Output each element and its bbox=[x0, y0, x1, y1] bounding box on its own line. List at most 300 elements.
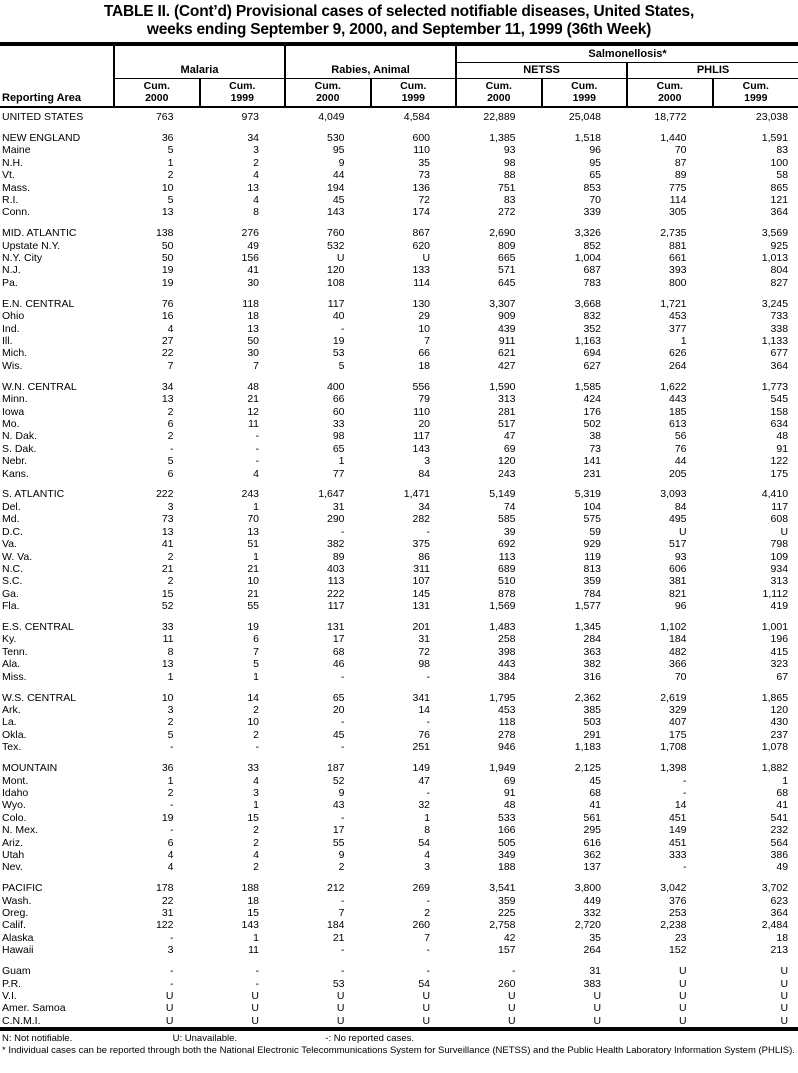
value-cell: 5 bbox=[167, 728, 174, 741]
value-cell: 21 bbox=[247, 562, 260, 575]
value-cell: 138 bbox=[155, 227, 174, 240]
value-cell: - bbox=[170, 977, 174, 990]
column-header-cum-2000 bbox=[456, 79, 542, 108]
reporting-area-cell: Kans. bbox=[2, 467, 29, 480]
value-cell: 1,001 bbox=[761, 621, 789, 634]
value-cell: 15 bbox=[247, 907, 260, 920]
value-cell: 3,307 bbox=[489, 297, 516, 310]
group-gap-row bbox=[0, 754, 798, 763]
reporting-area-cell: Colo. bbox=[2, 811, 27, 824]
value-cell: 3 bbox=[167, 703, 174, 716]
value-cell: 909 bbox=[498, 310, 516, 323]
value-cell: 4 bbox=[167, 861, 174, 874]
value-cell: 4 bbox=[167, 848, 174, 861]
value-cell: - bbox=[255, 455, 260, 468]
group-gap-row bbox=[0, 613, 798, 622]
value-cell: - bbox=[341, 741, 345, 754]
value-cell: 1,949 bbox=[489, 762, 516, 775]
cum-label: Cum. bbox=[400, 80, 427, 92]
reporting-area-cell: Ind. bbox=[2, 322, 20, 335]
value-cell: 33 bbox=[161, 621, 174, 634]
table-row bbox=[0, 965, 798, 977]
cum-label: Cum. bbox=[571, 80, 598, 92]
value-cell: 381 bbox=[669, 575, 687, 588]
value-cell: 332 bbox=[583, 907, 602, 920]
value-cell: 8 bbox=[167, 645, 174, 658]
reporting-area-cell: Tenn. bbox=[2, 645, 28, 658]
reporting-area-cell: Oreg. bbox=[2, 907, 29, 920]
value-cell: 364 bbox=[770, 206, 789, 219]
table-row bbox=[0, 849, 798, 861]
value-cell: 91 bbox=[776, 442, 789, 455]
value-cell: 21 bbox=[247, 393, 260, 406]
value-cell: 53 bbox=[332, 347, 345, 360]
value-cell: 39 bbox=[503, 525, 516, 538]
value-cell: 143 bbox=[326, 206, 345, 219]
value-cell: 5 bbox=[167, 144, 174, 157]
value-cell: 184 bbox=[326, 919, 345, 932]
value-cell: 503 bbox=[583, 716, 602, 729]
table-header bbox=[0, 44, 798, 107]
table-row bbox=[0, 671, 798, 683]
value-cell: 264 bbox=[583, 944, 602, 957]
value-cell: 13 bbox=[247, 525, 260, 538]
value-cell: 1,591 bbox=[761, 131, 789, 144]
value-cell: 449 bbox=[583, 894, 602, 907]
cum-label: Cum. bbox=[314, 80, 341, 92]
value-cell: 73 bbox=[589, 442, 602, 455]
value-cell: 3,702 bbox=[761, 882, 789, 895]
value-cell: 333 bbox=[669, 848, 687, 861]
value-cell: 5 bbox=[253, 658, 260, 671]
value-cell: 136 bbox=[412, 181, 431, 194]
reporting-area-cell: Fla. bbox=[2, 600, 20, 613]
reporting-area-cell: Amer. Samoa bbox=[2, 1002, 66, 1015]
value-cell: 212 bbox=[326, 882, 345, 895]
value-cell: 21 bbox=[161, 562, 174, 575]
value-cell: 7 bbox=[338, 907, 345, 920]
column-subgroup-netss: NETSS bbox=[456, 63, 627, 79]
value-cell: 65 bbox=[589, 169, 602, 182]
value-cell: 1,577 bbox=[574, 600, 602, 613]
year-label: 1999 bbox=[744, 91, 768, 104]
value-cell: U bbox=[422, 1014, 431, 1027]
cum-label: Cum. bbox=[485, 80, 512, 92]
value-cell: 323 bbox=[770, 658, 789, 671]
value-cell: 427 bbox=[498, 359, 516, 372]
legend-no-reported-cases: -: No reported cases. bbox=[325, 1033, 414, 1045]
value-cell: 6 bbox=[167, 417, 174, 430]
value-cell: 1,647 bbox=[318, 488, 345, 501]
value-cell: 364 bbox=[770, 907, 789, 920]
value-cell: 35 bbox=[589, 931, 602, 944]
value-cell: 3 bbox=[167, 944, 174, 957]
value-cell: 783 bbox=[583, 276, 602, 289]
reporting-area-cell: V.I. bbox=[2, 990, 17, 1002]
value-cell: 4,410 bbox=[761, 488, 789, 501]
value-cell: 55 bbox=[247, 600, 260, 613]
value-cell: 530 bbox=[326, 131, 345, 144]
table-row bbox=[0, 277, 798, 289]
value-cell: U bbox=[678, 990, 687, 1002]
reporting-area-cell: Idaho bbox=[2, 786, 29, 799]
value-cell: 3,668 bbox=[574, 297, 602, 310]
value-cell: 661 bbox=[669, 252, 687, 265]
value-cell: 11 bbox=[162, 633, 174, 646]
column-group-salmonellosis: Salmonellosis* bbox=[456, 44, 798, 63]
value-cell: U bbox=[593, 990, 602, 1002]
reporting-area-cell: Calif. bbox=[2, 919, 26, 932]
value-cell: 9 bbox=[338, 156, 345, 169]
value-cell: 89 bbox=[674, 169, 687, 182]
value-cell: U bbox=[336, 1002, 345, 1015]
column-group-malaria: Malaria bbox=[114, 44, 285, 79]
value-cell: 541 bbox=[770, 811, 789, 824]
value-cell: - bbox=[426, 965, 431, 978]
value-cell: - bbox=[341, 944, 345, 957]
value-cell: U bbox=[422, 990, 431, 1002]
value-cell: 7 bbox=[167, 359, 174, 372]
value-cell: 545 bbox=[770, 393, 789, 406]
value-cell: 258 bbox=[498, 633, 516, 646]
column-header-reporting-area: Reporting Area bbox=[0, 44, 114, 107]
value-cell: 821 bbox=[669, 587, 687, 600]
value-cell: 3 bbox=[253, 786, 260, 799]
value-cell: 585 bbox=[498, 513, 516, 526]
table-title-line2: weeks ending September 9, 2000, and September 11, 1999 (36th Week) bbox=[146, 21, 652, 38]
value-cell: 1 bbox=[167, 774, 174, 787]
reporting-area-cell: Wyo. bbox=[2, 799, 26, 812]
value-cell: 383 bbox=[583, 977, 602, 990]
cum-label: Cum. bbox=[656, 80, 683, 92]
value-cell: 2 bbox=[253, 824, 260, 837]
value-cell: 21 bbox=[332, 931, 345, 944]
value-cell: 2 bbox=[253, 703, 260, 716]
value-cell: 1 bbox=[253, 550, 260, 563]
value-cell: 231 bbox=[583, 467, 602, 480]
value-cell: 269 bbox=[412, 882, 431, 895]
value-cell: 23,038 bbox=[755, 111, 789, 123]
value-cell: 77 bbox=[332, 467, 345, 480]
value-cell: 3 bbox=[424, 861, 431, 874]
value-cell: 677 bbox=[770, 347, 789, 360]
value-cell: 2,720 bbox=[574, 919, 602, 932]
reporting-area-cell: Ill. bbox=[2, 335, 13, 347]
value-cell: 44 bbox=[674, 455, 687, 468]
value-cell: 109 bbox=[770, 550, 789, 563]
table-row bbox=[0, 762, 798, 774]
column-header-cum-1999 bbox=[200, 79, 286, 108]
value-cell: 3,093 bbox=[660, 488, 687, 501]
reporting-area-cell: Tex. bbox=[2, 741, 22, 754]
value-cell: 9 bbox=[338, 786, 345, 799]
value-cell: 505 bbox=[498, 836, 516, 849]
value-cell: 66 bbox=[418, 347, 431, 360]
table-row bbox=[0, 393, 798, 405]
value-cell: 53 bbox=[332, 977, 345, 990]
value-cell: - bbox=[255, 977, 260, 990]
value-cell: 623 bbox=[770, 894, 789, 907]
value-cell: 21 bbox=[247, 587, 260, 600]
value-cell: 65 bbox=[332, 442, 345, 455]
value-cell: 1,622 bbox=[660, 380, 687, 393]
value-cell: 33 bbox=[247, 762, 260, 775]
value-cell: 69 bbox=[503, 442, 516, 455]
value-cell: 213 bbox=[770, 944, 789, 957]
group-gap-row bbox=[0, 289, 798, 298]
value-cell: 17 bbox=[332, 824, 345, 837]
value-cell: U bbox=[780, 977, 789, 990]
reporting-area-cell: S.C. bbox=[2, 575, 23, 588]
value-cell: 2,484 bbox=[761, 919, 789, 932]
value-cell: 143 bbox=[241, 919, 260, 932]
value-cell: - bbox=[341, 670, 345, 683]
table-row bbox=[0, 443, 798, 455]
value-cell: 364 bbox=[770, 359, 789, 372]
value-cell: 44 bbox=[332, 169, 345, 182]
reporting-area-cell: Md. bbox=[2, 513, 20, 526]
value-cell: 398 bbox=[498, 645, 516, 658]
value-cell: 3,569 bbox=[761, 227, 789, 240]
value-cell: 2,690 bbox=[489, 227, 516, 240]
value-cell: 359 bbox=[583, 575, 602, 588]
value-cell: 1,483 bbox=[489, 621, 516, 634]
value-cell: 113 bbox=[498, 550, 516, 563]
value-cell: 68 bbox=[332, 645, 345, 658]
table-row bbox=[0, 990, 798, 1002]
value-cell: 865 bbox=[770, 181, 789, 194]
value-cell: 84 bbox=[418, 467, 431, 480]
value-cell: 376 bbox=[669, 894, 687, 907]
value-cell: 1 bbox=[680, 335, 687, 347]
value-cell: 733 bbox=[770, 310, 789, 323]
reporting-area-cell: UNITED STATES bbox=[2, 111, 84, 123]
value-cell: 18,772 bbox=[654, 111, 687, 123]
value-cell: 130 bbox=[412, 297, 431, 310]
value-cell: 196 bbox=[770, 633, 789, 646]
value-cell: 76 bbox=[161, 297, 174, 310]
reporting-area-cell: N.H. bbox=[2, 156, 23, 169]
value-cell: 118 bbox=[242, 297, 260, 310]
value-cell: 784 bbox=[583, 587, 602, 600]
value-cell: U bbox=[336, 990, 345, 1002]
value-cell: 66 bbox=[332, 393, 345, 406]
value-cell: U bbox=[507, 990, 516, 1002]
value-cell: 3 bbox=[167, 500, 174, 513]
value-cell: 517 bbox=[669, 538, 687, 551]
value-cell: 18 bbox=[247, 894, 260, 907]
reporting-area-cell: Miss. bbox=[2, 670, 27, 683]
value-cell: 13 bbox=[161, 393, 174, 406]
value-cell: 929 bbox=[583, 538, 602, 551]
value-cell: 264 bbox=[669, 359, 687, 372]
value-cell: 377 bbox=[669, 322, 687, 335]
value-cell: 419 bbox=[770, 600, 789, 613]
value-cell: - bbox=[683, 786, 687, 799]
value-cell: 33 bbox=[332, 417, 345, 430]
value-cell: 316 bbox=[583, 670, 602, 683]
value-cell: - bbox=[426, 716, 431, 729]
value-cell: 813 bbox=[583, 562, 602, 575]
value-cell: 384 bbox=[498, 670, 516, 683]
value-cell: 11 bbox=[248, 417, 260, 430]
value-cell: 1 bbox=[167, 670, 174, 683]
value-cell: 237 bbox=[770, 728, 789, 741]
value-cell: 31 bbox=[332, 500, 345, 513]
table-row bbox=[0, 468, 798, 480]
legend-unavailable: U: Unavailable. bbox=[172, 1033, 238, 1045]
reporting-area-cell: C.N.M.I. bbox=[2, 1014, 41, 1027]
value-cell: 517 bbox=[498, 417, 516, 430]
value-cell: 122 bbox=[770, 455, 789, 468]
value-cell: 98 bbox=[418, 658, 431, 671]
reporting-area-cell: Utah bbox=[2, 848, 25, 861]
value-cell: 804 bbox=[770, 264, 789, 277]
value-cell: 5,319 bbox=[574, 488, 602, 501]
value-cell: 86 bbox=[418, 550, 431, 563]
value-cell: 620 bbox=[412, 239, 431, 252]
value-cell: 187 bbox=[326, 762, 345, 775]
column-group-rabies-animal: Rabies, Animal bbox=[285, 44, 456, 79]
value-cell: - bbox=[341, 322, 345, 335]
value-cell: U bbox=[780, 1002, 789, 1015]
value-cell: 911 bbox=[498, 335, 516, 347]
value-cell: 1,708 bbox=[660, 741, 687, 754]
value-cell: 616 bbox=[583, 836, 602, 849]
value-cell: 386 bbox=[770, 848, 789, 861]
value-cell: 48 bbox=[503, 799, 516, 812]
value-cell: 621 bbox=[498, 347, 516, 360]
value-cell: 95 bbox=[332, 144, 345, 157]
value-cell: 149 bbox=[669, 824, 687, 837]
value-cell: 1,590 bbox=[489, 380, 516, 393]
table-row bbox=[0, 575, 798, 587]
reporting-area-cell: Nev. bbox=[2, 861, 23, 874]
table-row bbox=[0, 240, 798, 252]
value-cell: 52 bbox=[161, 600, 174, 613]
value-cell: 453 bbox=[669, 310, 687, 323]
value-cell: 89 bbox=[332, 550, 345, 563]
table-row bbox=[0, 182, 798, 194]
value-cell: 60 bbox=[332, 405, 345, 418]
value-cell: 76 bbox=[674, 442, 687, 455]
reporting-area-cell: Upstate N.Y. bbox=[2, 239, 61, 252]
value-cell: U bbox=[678, 977, 687, 990]
table-row bbox=[0, 144, 798, 156]
value-cell: 68 bbox=[776, 786, 789, 799]
value-cell: U bbox=[165, 1002, 174, 1015]
value-cell: 2,619 bbox=[660, 691, 687, 704]
group-gap-row bbox=[0, 372, 798, 381]
value-cell: - bbox=[341, 811, 345, 824]
table-row bbox=[0, 157, 798, 169]
value-cell: 751 bbox=[498, 181, 516, 194]
value-cell: - bbox=[170, 965, 174, 978]
table-row bbox=[0, 729, 798, 741]
table-row bbox=[0, 381, 798, 393]
value-cell: 1 bbox=[253, 931, 260, 944]
value-cell: U bbox=[251, 1014, 260, 1027]
value-cell: 775 bbox=[669, 181, 687, 194]
value-cell: 415 bbox=[770, 645, 789, 658]
value-cell: 3 bbox=[253, 144, 260, 157]
value-cell: 634 bbox=[770, 417, 789, 430]
value-cell: U bbox=[678, 1014, 687, 1027]
table-row bbox=[0, 360, 798, 372]
value-cell: 1,345 bbox=[574, 621, 602, 634]
value-cell: 35 bbox=[418, 156, 431, 169]
table-row bbox=[0, 919, 798, 931]
value-cell: 16 bbox=[161, 310, 174, 323]
value-cell: 352 bbox=[583, 322, 602, 335]
reporting-area-cell: Wash. bbox=[2, 894, 32, 907]
value-cell: - bbox=[426, 670, 431, 683]
table-row bbox=[0, 741, 798, 753]
value-cell: 2 bbox=[167, 550, 174, 563]
value-cell: 185 bbox=[669, 405, 687, 418]
value-cell: 4 bbox=[253, 193, 260, 206]
value-cell: 121 bbox=[770, 193, 789, 206]
value-cell: 1 bbox=[253, 670, 260, 683]
reporting-area-cell: Ohio bbox=[2, 310, 25, 323]
reporting-area-cell: W.N. CENTRAL bbox=[2, 380, 77, 393]
value-cell: U bbox=[780, 525, 789, 538]
value-cell: 349 bbox=[498, 848, 516, 861]
value-cell: 4,049 bbox=[318, 111, 345, 123]
value-cell: 5 bbox=[167, 455, 174, 468]
reporting-area-cell: Alaska bbox=[2, 931, 34, 944]
reporting-area-cell: W.S. CENTRAL bbox=[2, 691, 77, 704]
value-cell: 430 bbox=[770, 716, 789, 729]
value-cell: 225 bbox=[498, 907, 516, 920]
reporting-area-cell: Maine bbox=[2, 144, 31, 157]
value-cell: 98 bbox=[503, 156, 516, 169]
value-cell: 571 bbox=[498, 264, 516, 277]
table-row bbox=[0, 488, 798, 500]
value-cell: 561 bbox=[583, 811, 602, 824]
value-cell: 532 bbox=[326, 239, 345, 252]
table-row bbox=[0, 799, 798, 811]
value-cell: 443 bbox=[669, 393, 687, 406]
value-cell: 1,773 bbox=[761, 380, 789, 393]
value-cell: 49 bbox=[247, 239, 260, 252]
value-cell: 627 bbox=[583, 359, 602, 372]
value-cell: 763 bbox=[155, 111, 174, 123]
value-cell: 38 bbox=[589, 430, 602, 443]
value-cell: 34 bbox=[247, 131, 260, 144]
year-label: 2000 bbox=[145, 91, 169, 104]
value-cell: 1,163 bbox=[574, 335, 602, 347]
group-gap-row bbox=[0, 480, 798, 489]
value-cell: - bbox=[255, 442, 260, 455]
value-cell: 131 bbox=[412, 600, 431, 613]
value-cell: 760 bbox=[326, 227, 345, 240]
value-cell: 20 bbox=[332, 703, 345, 716]
column-header-cum-2000 bbox=[285, 79, 371, 108]
value-cell: 73 bbox=[418, 169, 431, 182]
value-cell: 382 bbox=[326, 538, 345, 551]
reporting-area-cell: MID. ATLANTIC bbox=[2, 227, 77, 240]
legend-line bbox=[2, 1033, 796, 1045]
value-cell: 1 bbox=[424, 811, 431, 824]
value-cell: 2,758 bbox=[489, 919, 516, 932]
value-cell: 1 bbox=[338, 455, 345, 468]
group-gap-row bbox=[0, 123, 798, 132]
value-cell: 79 bbox=[418, 393, 431, 406]
value-cell: 439 bbox=[498, 322, 516, 335]
year-label: 1999 bbox=[230, 91, 254, 104]
column-header-cum-1999 bbox=[542, 79, 628, 108]
